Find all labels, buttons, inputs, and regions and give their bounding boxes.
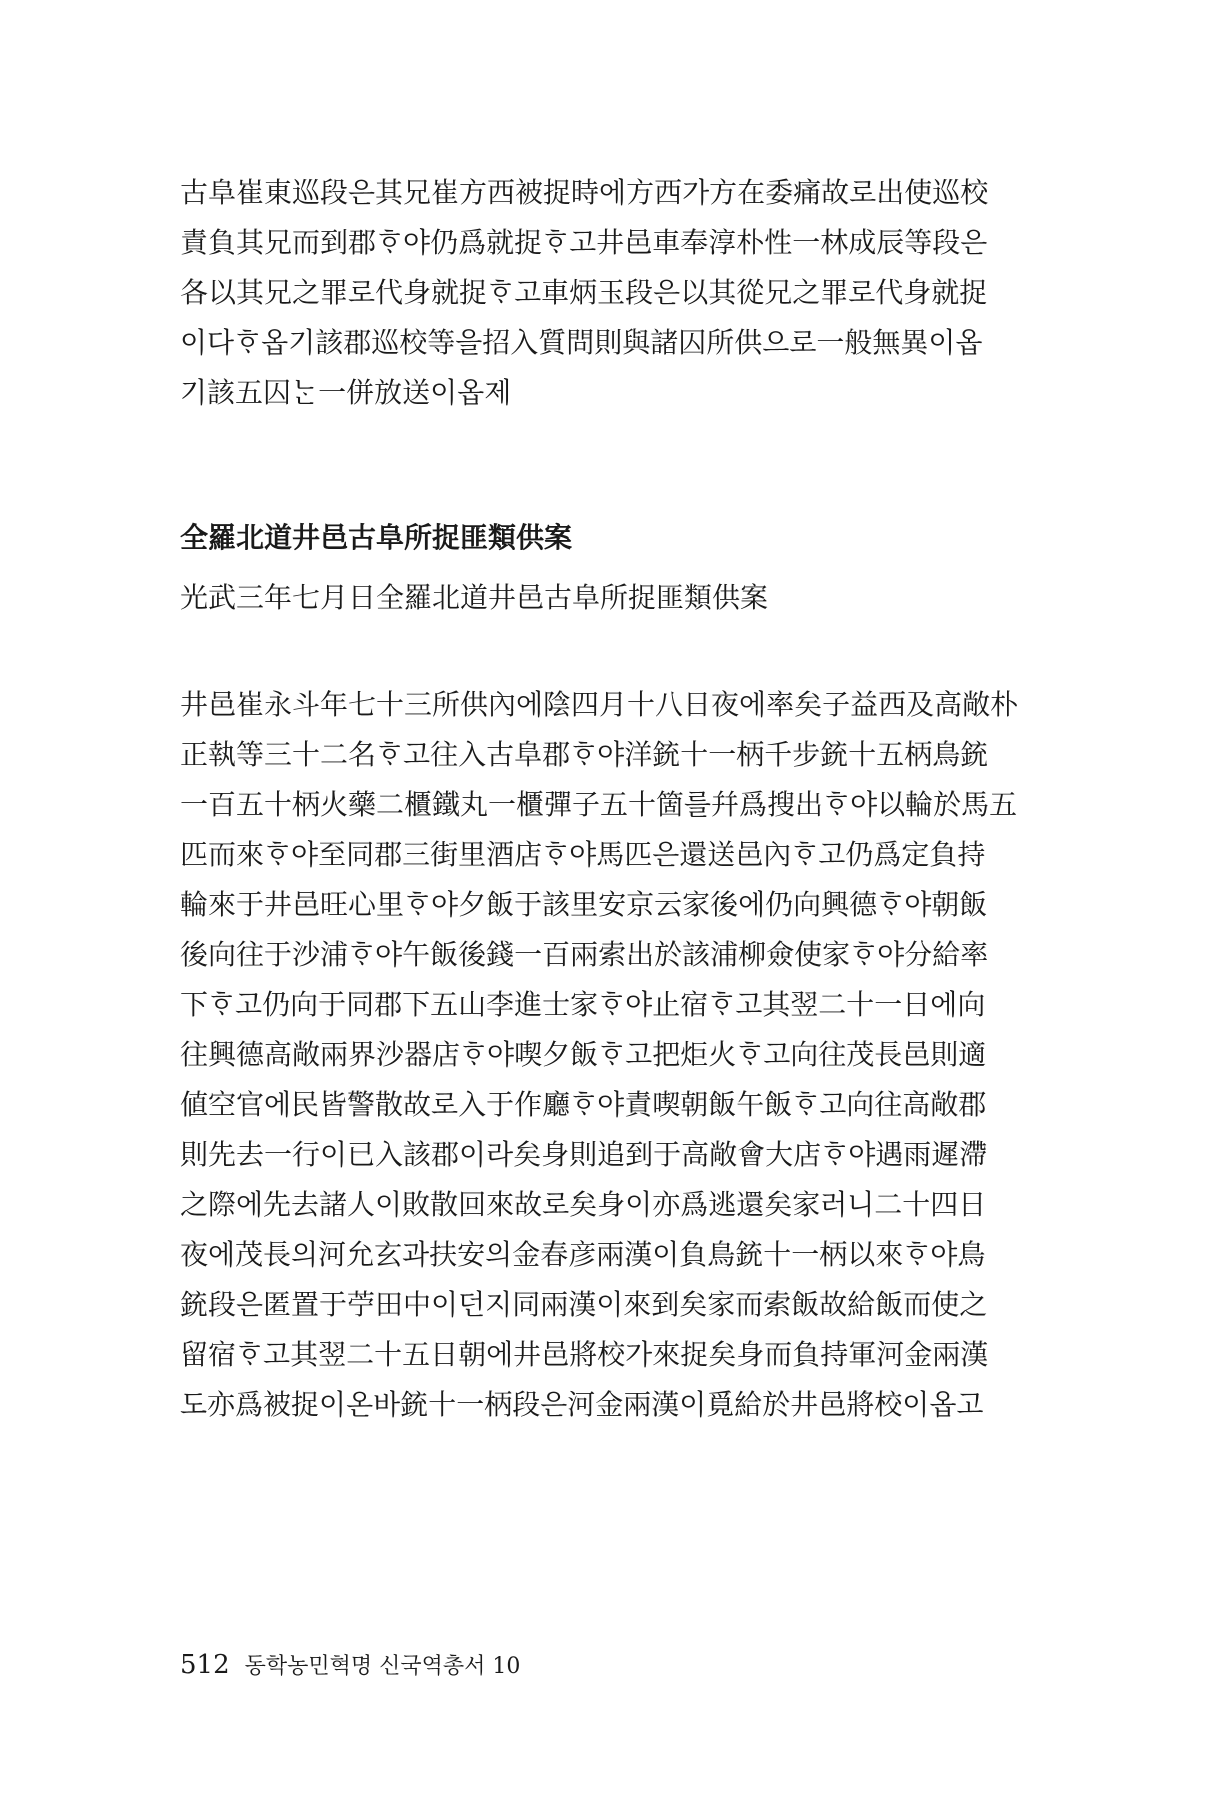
paragraph-line: 이다ᄒᆞ옵기該郡巡校等을招入質問則與諸囚所供으로一般無異이옵 [180, 326, 983, 359]
paragraph-2 [180, 680, 1050, 1430]
section-heading: 全羅北道井邑古阜所捉匪類供案 [180, 521, 573, 554]
paragraph-line: 銃段은匿置于苧田中이던지同兩漢이來到矣家而索飯故給飯而使之 [180, 1288, 988, 1321]
paragraph-line: 往興德高敞兩界沙器店ᄒᆞ야喫夕飯ᄒᆞ고把炬火ᄒᆞ고向往茂長邑則適 [180, 1038, 987, 1071]
paragraph-line: 一百五十柄火藥二櫃鐵丸一櫃彈子五十箇를幷爲搜出ᄒᆞ야以輪於馬五 [180, 788, 1018, 821]
paragraph-line: 各以其兄之罪로代身就捉ᄒᆞ고車炳玉段은以其從兄之罪로代身就捉 [180, 276, 988, 309]
paragraph-line: 기該五囚ᄂᆞᆫ一併放送이옵제 [180, 376, 512, 409]
paragraph-line: 留宿ᄒᆞ고其翌二十五日朝에井邑將校가來捉矣身而負持軍河金兩漢 [180, 1338, 989, 1371]
paragraph-line: 古阜崔東巡段은其兄崔方西被捉時에方西가方在委痛故로出使巡校 [180, 176, 989, 209]
paragraph-1 [180, 168, 1050, 418]
paragraph-line: 之際에先去諸人이敗散回來故로矣身이亦爲逃還矣家러니二十四日 [180, 1188, 987, 1221]
page-footer [180, 1650, 520, 1682]
paragraph-line: 匹而來ᄒᆞ야至同郡三街里酒店ᄒᆞ야馬匹은還送邑內ᄒᆞ고仍爲定負持 [180, 838, 986, 871]
paragraph-line: 下ᄒᆞ고仍向于同郡下五山李進士家ᄒᆞ야止宿ᄒᆞ고其翌二十一日에向 [180, 988, 986, 1021]
section-subheading: 光武三年七月日全羅北道井邑古阜所捉匪類供案 [180, 581, 769, 614]
paragraph-line: 夜에茂長의河允玄과扶安의金春彦兩漢이負鳥銃十一柄以來ᄒᆞ야鳥 [180, 1238, 986, 1271]
paragraph-line: 井邑崔永斗年七十三所供內에陰四月十八日夜에率矣子益西及高敞朴 [180, 688, 1019, 721]
page-number: 512 [180, 1650, 230, 1680]
paragraph-line: 値空官에民皆警散故로入于作廳ᄒᆞ야責喫朝飯午飯ᄒᆞ고向往高敞郡 [180, 1088, 987, 1121]
paragraph-line: 輪來于井邑旺心里ᄒᆞ야夕飯于該里安京云家後에仍向興德ᄒᆞ야朝飯 [180, 888, 988, 921]
paragraph-line: 責負其兄而到郡ᄒᆞ야仍爲就捉ᄒᆞ고井邑車奉淳朴性一林成辰等段은 [180, 226, 988, 259]
paragraph-line: 則先去一行이已入該郡이라矣身則追到于高敞會大店ᄒᆞ야遇雨遲滯 [180, 1138, 988, 1171]
paragraph-line: 正執等三十二名ᄒᆞ고往入古阜郡ᄒᆞ야洋銃十一柄千步銃十五柄鳥銃 [180, 738, 989, 771]
paragraph-line: 後向往于沙浦ᄒᆞ야午飯後錢一百兩索出於該浦柳僉使家ᄒᆞ야分給率 [180, 938, 989, 971]
book-title: 동학농민혁명 신국역총서 10 [244, 1654, 521, 1679]
paragraph-line: 도亦爲被捉이온바銃十一柄段은河金兩漢이覓給於井邑將校이옵고 [180, 1388, 984, 1421]
